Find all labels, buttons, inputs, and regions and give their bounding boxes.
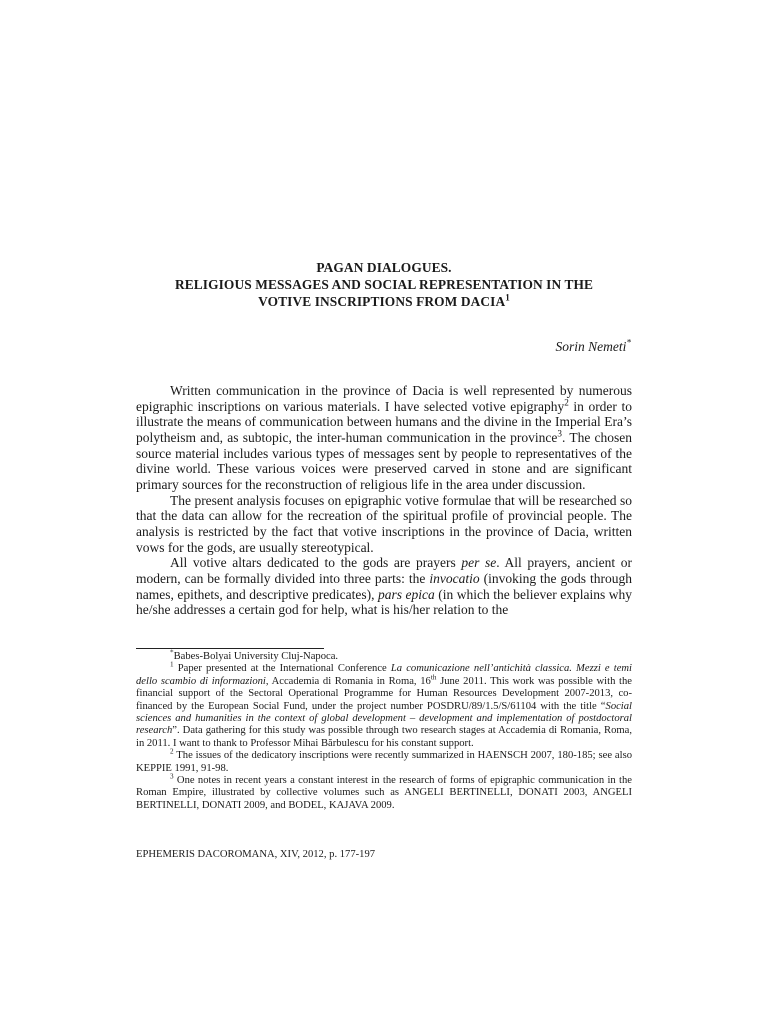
body-text [136,383,632,618]
paragraph-1-part-3: . The chosen source material includes various types of messages sent by people to representatives of the divine world. These various voices were preserved carved in stone and are significant primary sources for the reconstruction of religious life in the area under discussion. [136,429,632,492]
paragraph-3-part-3: (invoking the gods through names, epithets, and descriptive predicates), [136,570,632,602]
footnote-2-text: The issues of the dedicatory inscriptions were recently summarized in HAENSCH 2007, 180-185; see also KEPPIE 1991, 91-98. [136,750,632,774]
footnote-3 [136,772,632,812]
footnote-1-part-3: June 2011. This work was possible with the financial support of the Sectoral Operational Programme for Human Resources Development 2007-2013, co-financed by the European Social Fund, under the project number POSDRU/89/1.5/S/61104 with the title “ [136,675,632,712]
footnote-1-mark: 1 [170,660,174,669]
footnote-star-mark: * [170,648,174,657]
paragraph-1-part-2: in order to illustrate the means of communication between humans and the divine in the Imperial Era’s polytheism and, as subtopic, the inter-human communication in the province [136,398,632,445]
footnote-star-text: Babes-Bolyai University Cluj-Napoca. [173,651,339,662]
paragraph-3-italic-1: per se [461,555,497,571]
footnote-star [136,648,632,663]
paragraph-3-part-4: (in which the believer explains why he/she addresses a certain god for help, what is his/her relation to the [136,586,632,618]
title-line-3 [134,293,634,310]
footnote-ref-3: 3 [557,428,562,439]
title-footnote-mark: 1 [505,292,510,303]
footnote-2-mark: 2 [170,747,174,756]
author-name: Sorin Nemeti [555,339,627,354]
footnote-1-part-4: ”. Data gathering for this study was possible through two research stages at Accademia di Romania, Roma, in 2011. I want to thank to Professor Mihai Bărbulescu for his constant support. [136,725,632,749]
footnotes [136,648,633,812]
paragraph-3-part-1: All votive altars dedicated to the gods are prayers [170,555,462,571]
paragraph-3 [136,555,632,618]
footnote-1-part-2: , Accademia di Romania in Roma, 16 [265,675,431,687]
footnote-1 [136,660,633,750]
title-line-2: RELIGIOUS MESSAGES AND SOCIAL REPRESENTATION IN THE [174,277,594,292]
footnote-2 [136,747,632,775]
footnote-1-ordinal: th [430,673,437,682]
title-line-1: PAGAN DIALOGUES. [316,260,452,275]
footnote-3-mark: 3 [170,772,174,781]
paragraph-1 [136,383,632,493]
paragraph-3-part-2: . All prayers, ancient or modern, can be formally divided into three parts: the [136,555,632,586]
paragraph-3-italic-2: invocatio [429,570,480,586]
article-title [134,259,634,310]
footnote-3-text: One notes in recent years a constant interest in the research of forms of epigraphic communication in the Roman Empire, illustrated by collective volumes such as ANGELI BERTINELLI, DONATI 2003, ANGELI BERTINELLI, DONATI 2009, and BODEL, KAJAVA 2009. [136,775,632,811]
author-byline [556,339,631,355]
footnote-separator [136,648,324,649]
footnote-ref-2: 2 [564,397,569,408]
paragraph-2: The present analysis focuses on epigraphic votive formulae that will be researched so that the data can allow for the recreation of the spiritual profile of provincial people. The analysis is restricted by the fact that votive inscriptions in the province of Dacia, written vows for the gods, are usually stereotypical. [136,492,632,555]
paragraph-3-italic-3: pars epica [378,586,435,602]
footnote-1-part-1: Paper presented at the International Conference [173,663,391,675]
paragraph-1-part-1: Written communication in the province of Dacia is well represented by numerous epigraphic inscriptions on various materials. I have selected votive epigraphy [136,383,632,414]
footnote-1-italic-2: Social sciences and humanities in the context of global development – development and implementation of postdoctoral research [136,700,632,737]
footnote-1-italic-1: La comunicazione nell’antichità classica. Mezzi e temi dello scambio di informazioni [136,663,633,687]
author-footnote-mark: * [626,337,631,348]
journal-reference: EPHEMERIS DACOROMANA, XIV, 2012, p. 177-197 [136,849,376,860]
title-line-3-text: VOTIVE INSCRIPTIONS FROM DACIA [258,294,506,309]
